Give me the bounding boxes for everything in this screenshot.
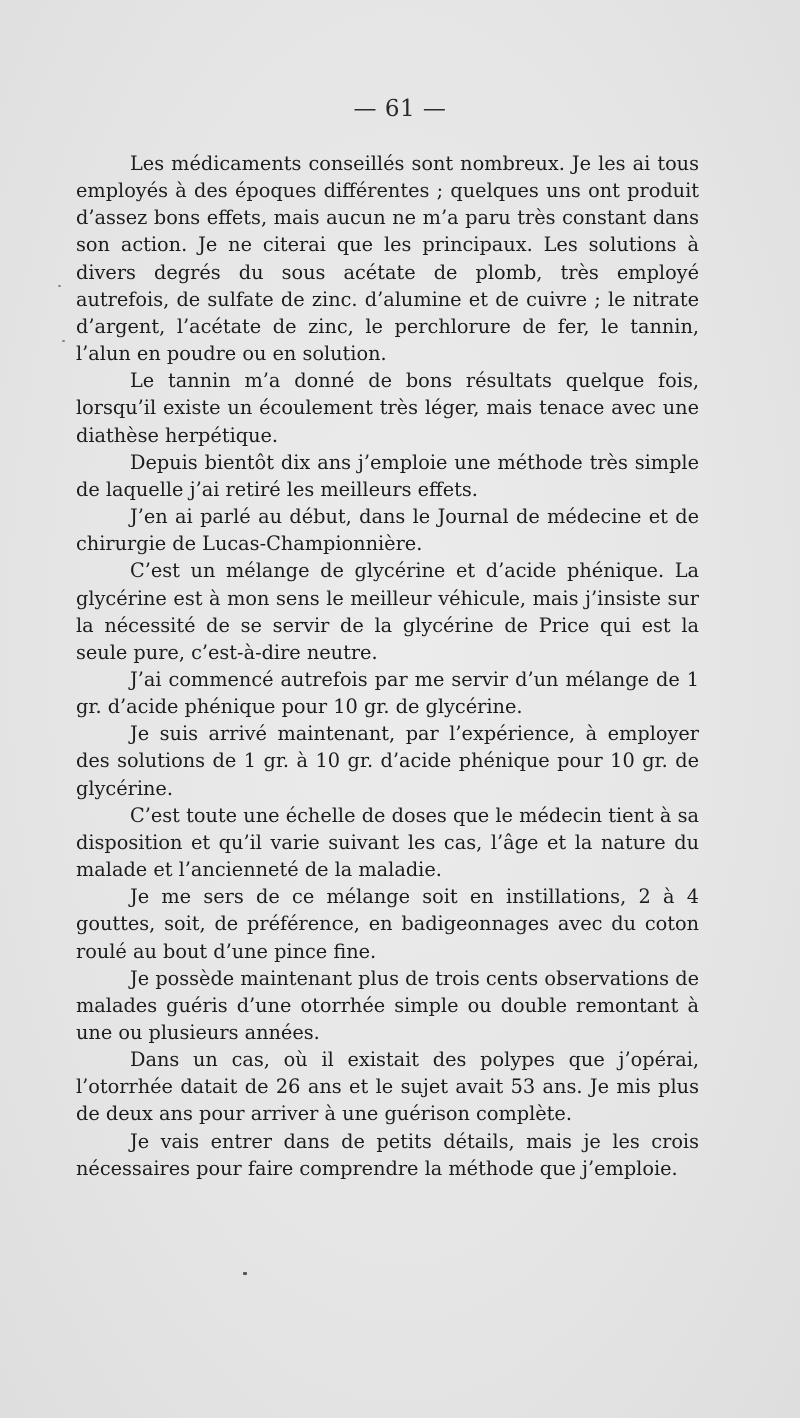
ink-speck xyxy=(243,1272,247,1275)
ink-speck xyxy=(58,285,61,287)
paragraph-4: J’en ai parlé au début, dans le Journal de médecine et de chirurgie de Lucas-Championnière. xyxy=(76,505,699,556)
paragraph-7: Je suis arrivé maintenant, par l’expérience, à employer des solutions de 1 gr. à 10 gr. d’acide phénique pour 10 gr. de glycérine. xyxy=(76,722,699,800)
paragraph-11: Dans un cas, où il existait des polypes que j’opérai, l’otorrhée datait de 26 ans et le sujet avait 53 ans. Je mis plus de deux ans pour arriver à une guérison complète. xyxy=(76,1048,699,1126)
ink-speck xyxy=(62,340,65,342)
body-text xyxy=(76,150,699,1182)
paragraph-2: Le tannin m’a donné de bons résultats quelque fois, lorsqu’il existe un écoulement très léger, mais tenace avec une diathèse herpétique. xyxy=(76,369,699,447)
page-number: — 61 — xyxy=(353,96,447,122)
paragraph-1: Les médicaments conseillés sont nombreux. Je les ai tous employés à des époques différentes ; quelques uns ont produit d’assez bons effets, mais aucun ne m’a paru très constant dans son action. Je ne citerai que les principaux. Les solutions à divers degrés du sous acétate de plomb, très employé autrefois, de sulfate de zinc. d’alumine et de cuivre ; le nitrate d’argent, l’acétate de zinc, le perchlorure de fer, le tannin, l’alun en poudre ou en solution. xyxy=(76,152,699,366)
paragraph-8: C’est toute une échelle de doses que le médecin tient à sa disposition et qu’il varie suivant les cas, l’âge et la nature du malade et l’ancienneté de la maladie. xyxy=(76,803,699,882)
paragraph-9: Je me sers de ce mélange soit en instillations, 2 à 4 gouttes, soit, de préférence, en badigeonnages avec du coton roulé au bout d’une pince fine. xyxy=(76,885,699,963)
paragraph-10: Je possède maintenant plus de trois cents observations de malades guéris d’une otorrhée simple ou double remontant à une ou plusieurs années. xyxy=(76,966,699,1044)
paragraph-6: J’ai commencé autrefois par me servir d’un mélange de 1 gr. d’acide phénique pour 10 gr. de glycérine. xyxy=(76,667,699,719)
paragraph-3: Depuis bientôt dix ans j’emploie une méthode très simple de laquelle j’ai retiré les meilleurs effets. xyxy=(76,450,699,501)
paragraph-12: Je vais entrer dans de petits détails, mais je les crois nécessaires pour faire comprendre la méthode que j’emploie. xyxy=(76,1129,699,1180)
paragraph-5: C’est un mélange de glycérine et d’acide phénique. La glycérine est à mon sens le meilleur véhicule, mais j’insiste sur la nécessité de se servir de la glycérine de Price qui est la seule pure, c’est-à-dire neutre. xyxy=(76,559,699,664)
